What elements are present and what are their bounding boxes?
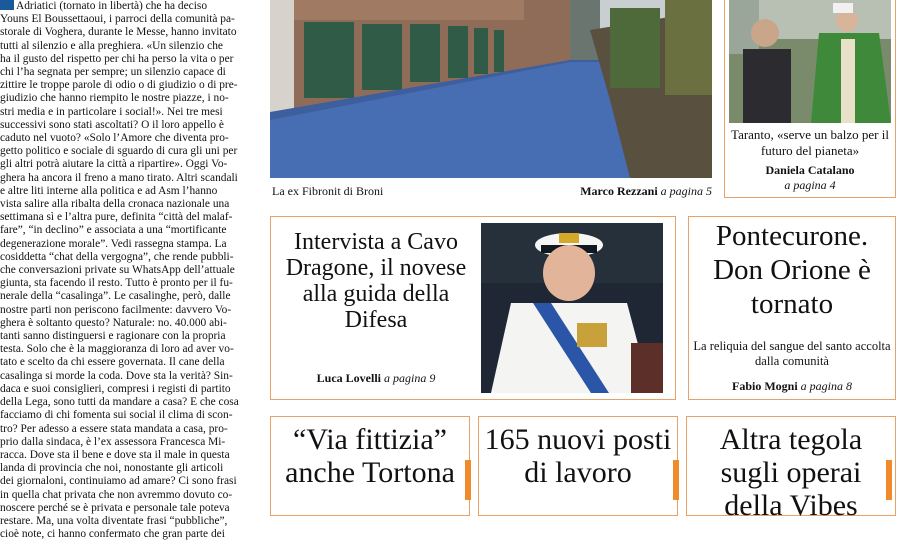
article-line: zittire le troppe parole di odio o di giudizio o di pre- (0, 79, 238, 92)
accent-bar-3 (886, 460, 892, 500)
cavo-dragone-page-ref: a pagina 9 (384, 371, 436, 385)
article-line: landa di provincia che noi, nonostante gli articoli (0, 462, 224, 475)
pontecurone-byline (693, 379, 891, 394)
left-article-text (0, 0, 262, 541)
bottom-story-3[interactable] (686, 416, 896, 522)
article-line: Youns El Boussettaoui, i parroci della comunità pa- (0, 13, 235, 26)
article-line: fare”, “in declino” e associata a una “mortificante (0, 224, 227, 237)
accent-bar-2 (673, 460, 679, 500)
article-line: prio dalla sindaca, è l’ex assessora Francesca Mi- (0, 435, 226, 448)
bottom-story-1-headline: “Via fittizia” anche Tortona (285, 423, 455, 489)
article-line: dei giornaloni, continuiamo ad amare? Ci sono frasi (0, 475, 237, 488)
taranto-box[interactable] (724, 0, 896, 198)
main-photo-credit (580, 184, 712, 199)
article-line: tutti al silenzio e alla preghiera. «Un silenzio che (0, 39, 223, 52)
article-line: stri media e in particolare i social!». Nei tre mesi (0, 105, 223, 118)
article-line: caduto nel vuoto? «Solo l’Amore che diventa pro- (0, 132, 229, 145)
article-line: testa. Solo che è la maggioranza di loro ad aver vo- (0, 343, 234, 356)
article-line: vista salire alla ribalta della cronaca nazionale una (0, 198, 230, 211)
accent-bar-1 (465, 460, 471, 500)
article-line: facciamo di chi fomenta sui social il clima di scon- (0, 409, 233, 422)
article-line: noscere perché se è privata e personale tale poteva (0, 501, 230, 514)
pontecurone-page-ref: a pagina 8 (800, 379, 852, 393)
article-line: nerale della “casalinga”. Le casalinghe, però, dalle (0, 290, 231, 303)
bottom-story-2-headline: 165 nuovi posti di lavoro (484, 423, 672, 489)
taranto-headline: Taranto, «serve un balzo per il futuro del pianeta» (731, 127, 889, 158)
article-line: settimana sì e l’altra pure, definita “città del malaf- (0, 211, 233, 224)
drop-cap (0, 0, 14, 10)
article-line: tro? Per adesso a essere stata mandata a casa, pro- (0, 422, 228, 435)
taranto-author: Daniela Catalano (765, 163, 855, 177)
pontecurone-subhead: La reliquia del sangue del santo accolta dalla comunità (693, 339, 891, 368)
article-line: successivi sono stati ascoltati? O il loro appello è (0, 118, 224, 131)
article-line: gli altri potrà aiutare la città a ripartire». Oggi Vo- (0, 158, 228, 171)
main-photo-caption-bar (270, 182, 712, 200)
article-line: della Lega, sono tutti da mandare a casa? E che cosa (0, 396, 239, 409)
cavo-dragone-author: Luca Lovelli (316, 371, 381, 385)
article-line: racca. Dove sta il bene e dove sta il male in questa (0, 448, 230, 461)
cavo-dragone-byline (281, 371, 471, 386)
article-line: degenerazione morale”. Vedi rassegna stampa. La (0, 237, 227, 250)
pontecurone-box[interactable] (688, 216, 896, 400)
article-line: getto politico e sociale di sguardo di cura gli uni per (0, 145, 238, 158)
article-line: restare. Ma, una volta diventate frasi “pubbliche”, (0, 514, 228, 527)
article-line: ghera ha ancora il freno a mano tirato. Altri scandali (0, 171, 238, 184)
article-line: Adriatici (tornato in libertà) che ha deciso (16, 0, 208, 12)
cavo-dragone-photo (481, 223, 663, 393)
main-photo-caption: La ex Fibronit di Broni (272, 184, 384, 198)
article-line: e altre liti interne alla politica e ad Asm l’hanno (0, 184, 218, 197)
article-line: che conversazioni private su WhatsApp dell’attuale (0, 264, 235, 277)
main-photo-page-ref: a pagina 5 (660, 184, 712, 198)
bottom-story-2[interactable] (478, 416, 678, 516)
article-line: tato e scelto da chi essere governata. Il cane della (0, 356, 225, 369)
pontecurone-author: Fabio Mogni (731, 379, 798, 393)
article-line: in quella chat privata che non avremmo dovuto co- (0, 488, 233, 501)
article-line: storale di Voghera, durante le Messe, hanno invitato (0, 26, 237, 39)
main-photo (270, 0, 712, 178)
taranto-byline (729, 163, 891, 193)
cavo-dragone-headline: Intervista a Cavo Dragone, il novese alla guida della Difesa (285, 229, 467, 333)
bottom-story-3-headline: Altra tegola sugli operai della Vibes (719, 423, 863, 522)
left-article (0, 0, 262, 541)
article-line: cioè note, ci hanno confermato che gran parte dei (0, 528, 225, 541)
article-line: chi l’ha segnata per sempre; un silenzio capace di (0, 66, 226, 79)
main-photo-author: Marco Rezzani (580, 184, 658, 198)
article-line: cosiddetta “chat della vergogna”, che rende pubbli- (0, 250, 234, 263)
article-line: daca e suoi consiglieri, compresi i registi di partito (0, 382, 231, 395)
cavo-dragone-box[interactable] (270, 216, 676, 400)
article-line: ha il gusto del rispetto per chi ha perso la vita o per (0, 52, 234, 65)
article-line: casalinga si morde la coda. Dove sta la verità? Sin- (0, 369, 233, 382)
pontecurone-headline: Pontecurone. Don Orione è tornato (713, 220, 871, 320)
article-line: giudizio che hanno riempito le nostre piazze, i no- (0, 92, 229, 105)
taranto-photo (729, 0, 891, 123)
article-line: giunta, sta facendo il resto. Tutto è pronto per il fu- (0, 277, 233, 290)
article-line: tanti sanno distinguersi e ragionare con la propria (0, 330, 226, 343)
article-line: ghera è soltanto questo? Naturale: no. 40.000 abi- (0, 316, 227, 329)
taranto-page-ref: a pagina 4 (784, 178, 836, 192)
article-line: nostre parti non periscono facilmente: davvero Vo- (0, 303, 232, 316)
bottom-story-1[interactable] (270, 416, 470, 516)
